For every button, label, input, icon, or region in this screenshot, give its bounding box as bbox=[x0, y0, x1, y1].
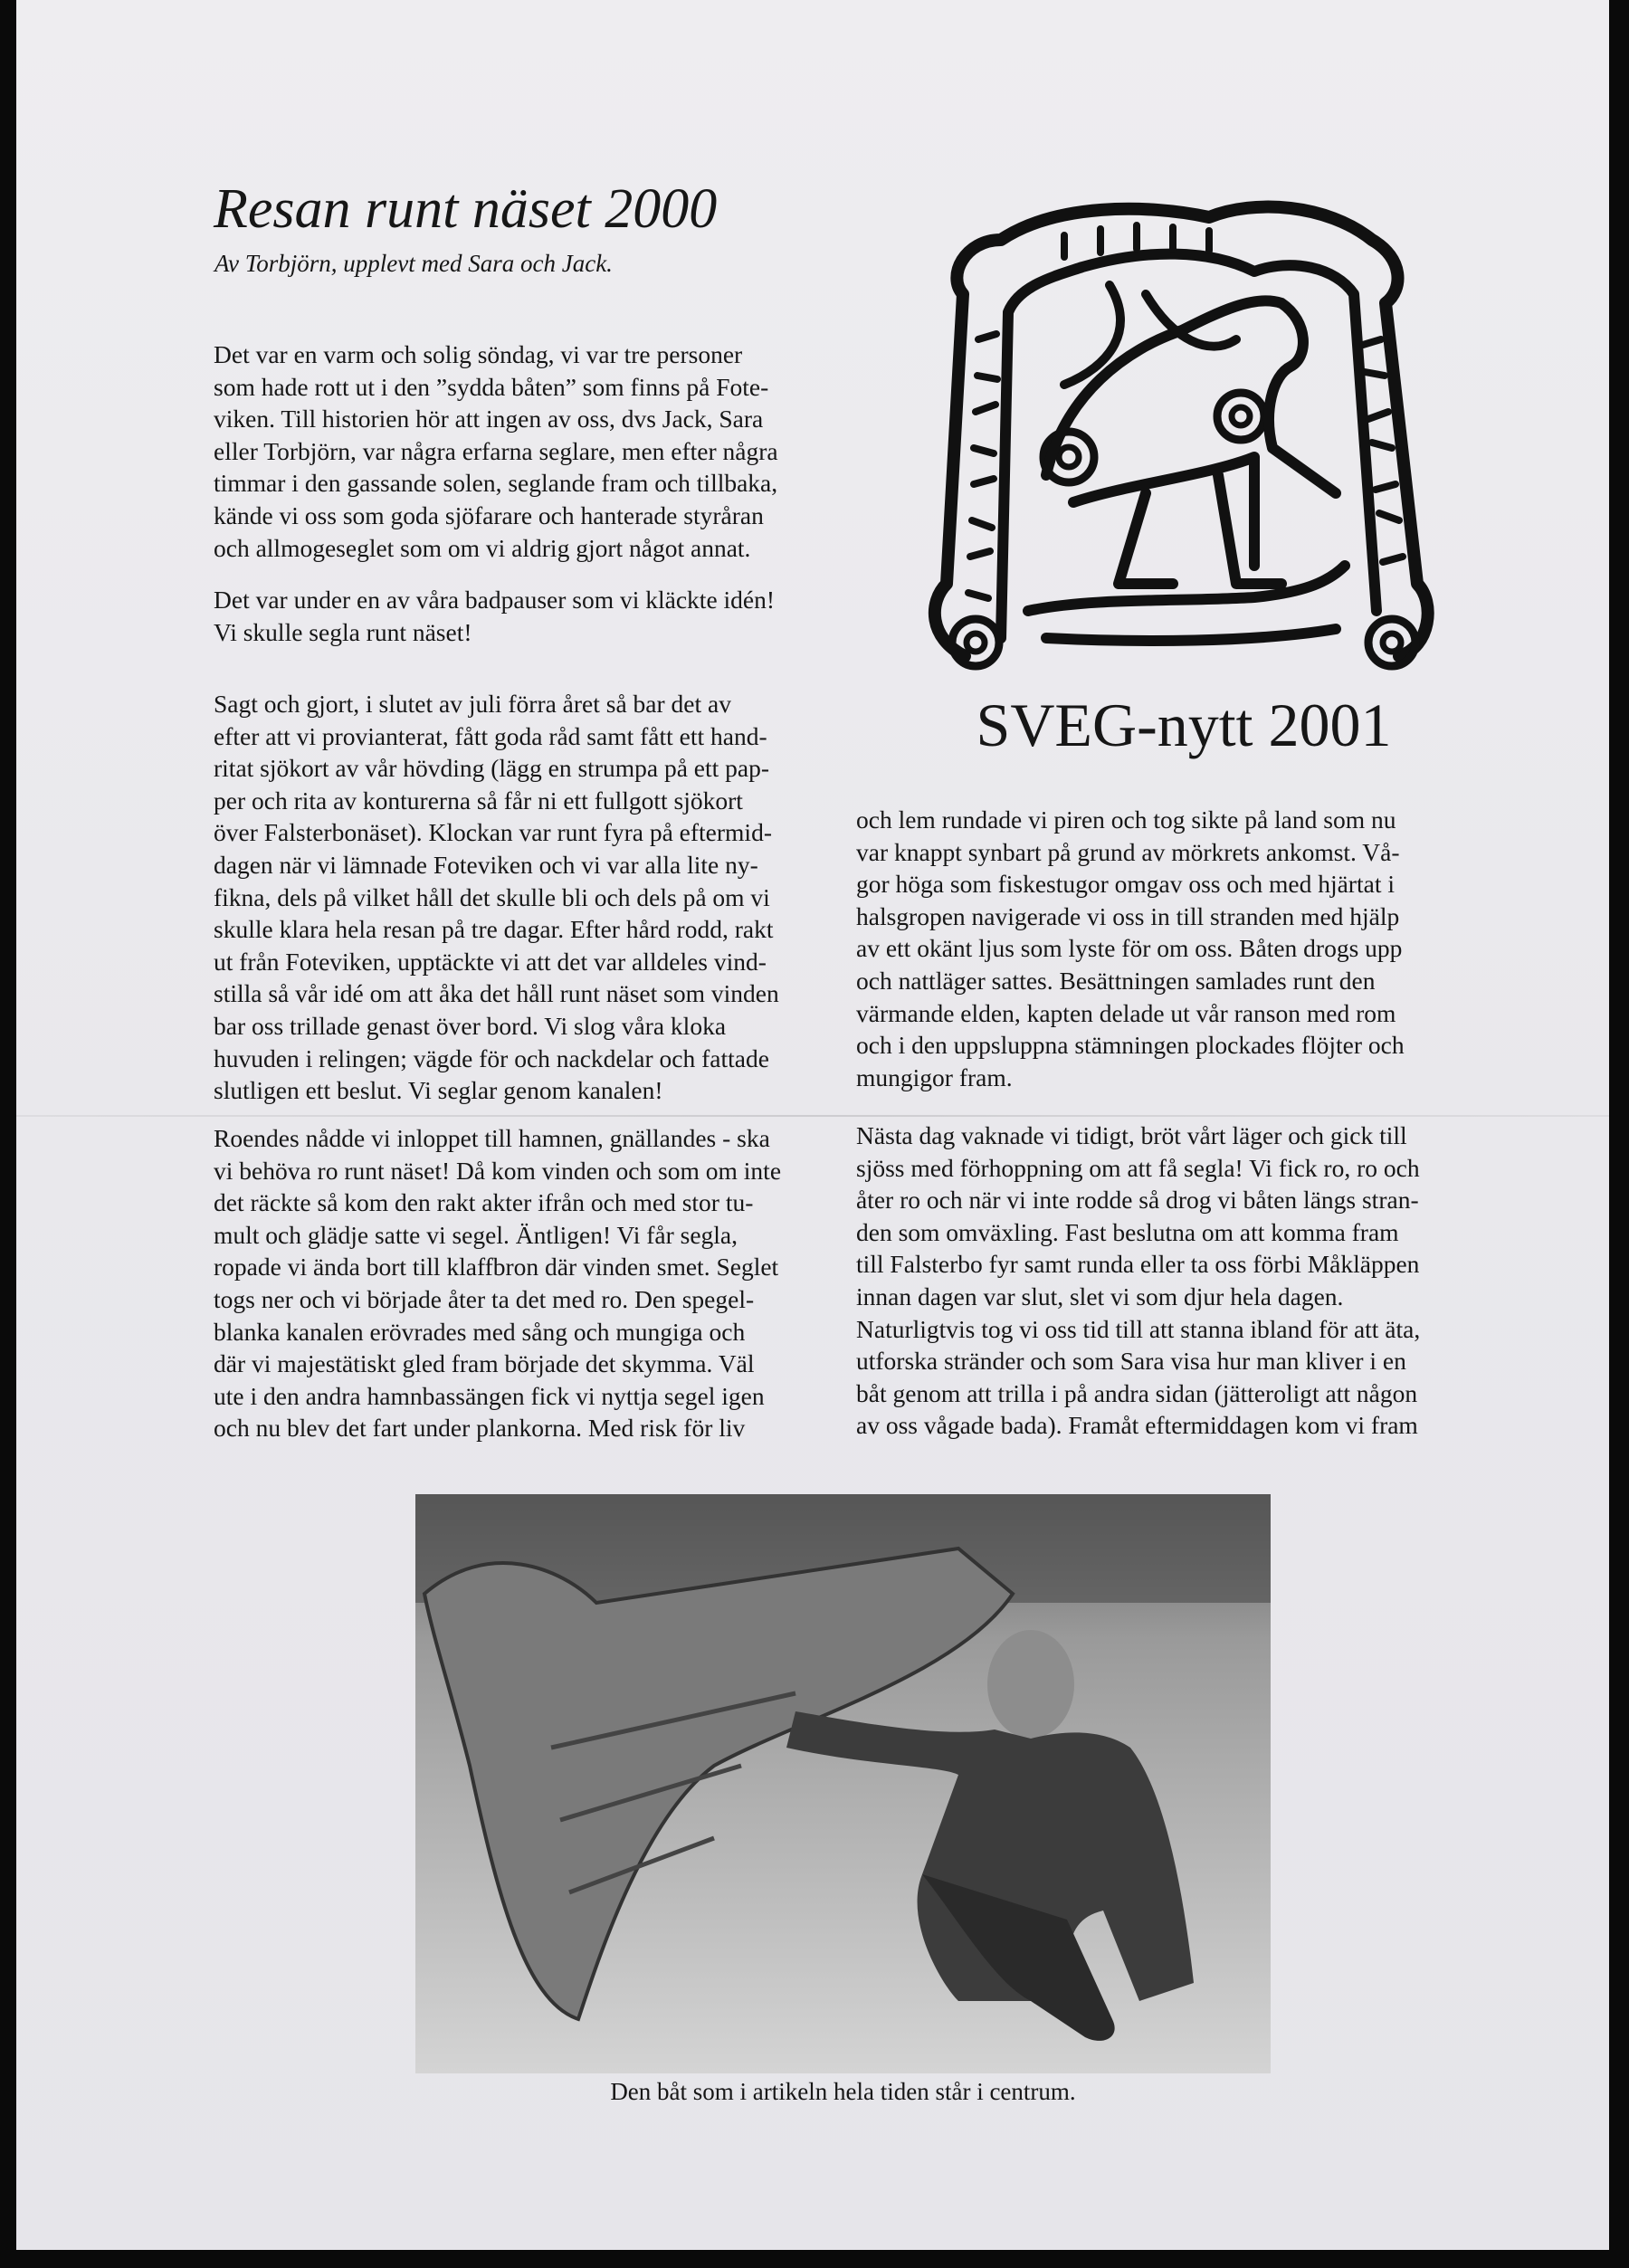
text-line: och lem rundade vi piren och tog sikte på land som nu bbox=[856, 805, 1396, 834]
text-line: stilla så vår idé om att åka det håll runt näset som vinden bbox=[214, 979, 779, 1008]
photo-caption: Den båt som i artikeln hela tiden står i centrum. bbox=[610, 2078, 1076, 2105]
paragraph-left-3 bbox=[214, 688, 779, 1107]
text-line: och nu blev det fart under plankorna. Med risk för liv bbox=[214, 1414, 746, 1443]
paragraph-right-2 bbox=[856, 1120, 1420, 1442]
text-line: och allmogeseglet som om vi aldrig gjort något annat. bbox=[214, 533, 751, 562]
text-line: som hade rott ut i den ”sydda båten” som finns på Fote- bbox=[214, 372, 769, 401]
text-line: värmande elden, kapten delade ut vår ranson med rom bbox=[856, 998, 1396, 1027]
text-line: mult och glädje satte vi segel. Äntligen! Vi får segla, bbox=[214, 1220, 738, 1249]
text-line: ropade vi ända bort till klaffbron där vinden smet. Seglet bbox=[214, 1253, 779, 1282]
text-line: efter att vi provianterat, fått goda råd samt fått ett hand- bbox=[214, 721, 767, 750]
text-line: båt genom att trilla i på andra sidan (jätteroligt att någon bbox=[856, 1378, 1418, 1407]
newsletter-masthead: SVEG-nytt 2001 bbox=[976, 691, 1392, 759]
text-line: Vi skulle segla runt näset! bbox=[214, 617, 472, 646]
text-line: Sagt och gjort, i slutet av juli förra året så bar det av bbox=[214, 690, 731, 718]
text-line: eller Torbjörn, var några erfarna seglare, men efter några bbox=[214, 436, 778, 465]
text-line: innan dagen var slut, slet vi som djur hela dagen. bbox=[856, 1282, 1344, 1310]
runestone-dragon-logo-icon bbox=[910, 186, 1450, 697]
text-line: bar oss trillade genast över bord. Vi slog våra kloka bbox=[214, 1011, 727, 1040]
text-line: utforska stränder och som Sara visa hur man kliver i en bbox=[856, 1347, 1406, 1376]
text-line: Roendes nådde vi inloppet till hamnen, gnällandes - ska bbox=[214, 1124, 770, 1152]
text-line: och i den uppsluppna stämningen plockades flöjter och bbox=[856, 1031, 1405, 1060]
text-line: den som omväxling. Fast beslutna om att komma fram bbox=[856, 1217, 1399, 1246]
paragraph-right-1 bbox=[856, 804, 1405, 1093]
text-line: över Falsterbonäset). Klockan var runt fyra på eftermid- bbox=[214, 818, 772, 847]
text-line: ut från Foteviken, upptäckte vi att det var alldeles vind- bbox=[214, 947, 767, 976]
text-line: gor höga som fiskestugor omgav oss och med hjärtat i bbox=[856, 870, 1395, 899]
text-line: kände vi oss som goda sjöfarare och hanterade styråran bbox=[214, 500, 764, 529]
text-line: och nattläger sattes. Besättningen samlades runt den bbox=[856, 966, 1376, 995]
text-line: skulle klara hela resan på tre dagar. Efter hård rodd, rakt bbox=[214, 915, 774, 944]
paragraph-left-4 bbox=[214, 1122, 781, 1444]
text-line: det räckte så kom den rakt akter ifrån och med stor tu- bbox=[214, 1188, 754, 1217]
text-line: per och rita av konturerna så får ni ett fullgott sjökort bbox=[214, 786, 743, 815]
text-line: var knappt synbart på grund av mörkrets ankomst. Vå- bbox=[856, 837, 1400, 866]
text-line: slutligen ett beslut. Vi seglar genom kanalen! bbox=[214, 1076, 663, 1105]
text-line: togs ner och vi började åter ta det med ro. Den spegel- bbox=[214, 1284, 755, 1313]
paragraph-left-2 bbox=[214, 584, 775, 648]
text-line: åter ro och när vi inte rodde så drog vi båten längs stran- bbox=[856, 1186, 1419, 1215]
text-line: Det var under en av våra badpauser som vi kläckte idén! bbox=[214, 586, 776, 614]
text-line: till Falsterbo fyr samt runda eller ta oss förbi Måkläppen bbox=[856, 1250, 1420, 1279]
text-line: timmar i den gassande solen, seglande fram och tillbaka, bbox=[214, 469, 778, 498]
text-line: där vi majestätiskt gled fram började det skymma. Väl bbox=[214, 1349, 755, 1378]
text-line: Nästa dag vaknade vi tidigt, bröt vårt läger och gick till bbox=[856, 1121, 1407, 1149]
text-line: viken. Till historien hör att ingen av oss, dvs Jack, Sara bbox=[214, 405, 764, 434]
text-line: vi behöva ro runt näset! Då kom vinden och som om inte bbox=[214, 1156, 782, 1185]
text-line: Det var en varm och solig söndag, vi var tre personer bbox=[214, 340, 743, 368]
text-line: ute i den andra hamnbassängen fick vi nyttja segel igen bbox=[214, 1381, 765, 1410]
article-byline: Av Torbjörn, upplevt med Sara och Jack. bbox=[214, 250, 613, 277]
boat-photo bbox=[415, 1494, 1271, 2073]
text-line: ritat sjökort av vår hövding (lägg en strumpa på ett pap- bbox=[214, 754, 769, 783]
text-line: av ett okänt ljus som lyste för om oss. Båten drogs upp bbox=[856, 934, 1403, 963]
text-line: blanka kanalen erövrades med sång och mungiga och bbox=[214, 1317, 746, 1346]
text-line: sjöss med förhoppning om att få segla! Vi fick ro, ro och bbox=[856, 1153, 1420, 1182]
text-line: halsgropen navigerade vi oss in till stranden med hjälp bbox=[856, 901, 1400, 930]
text-line: av oss vågade bada). Framåt eftermiddagen kom vi fram bbox=[856, 1411, 1418, 1440]
text-line: dagen när vi lämnade Foteviken och vi var alla lite ny- bbox=[214, 850, 758, 879]
text-line: Naturligtvis tog vi oss tid till att stanna ibland för att äta, bbox=[856, 1314, 1421, 1343]
text-line: huvuden i relingen; vägde för och nackdelar och fattade bbox=[214, 1043, 769, 1072]
article-title: Resan runt näset 2000 bbox=[214, 178, 718, 240]
paper-fold-line bbox=[16, 1115, 1609, 1117]
text-line: fikna, dels på vilket håll det skulle bli och dels på om vi bbox=[214, 882, 770, 911]
text-line: mungigor fram. bbox=[856, 1063, 1013, 1091]
paragraph-left-1 bbox=[214, 338, 778, 564]
